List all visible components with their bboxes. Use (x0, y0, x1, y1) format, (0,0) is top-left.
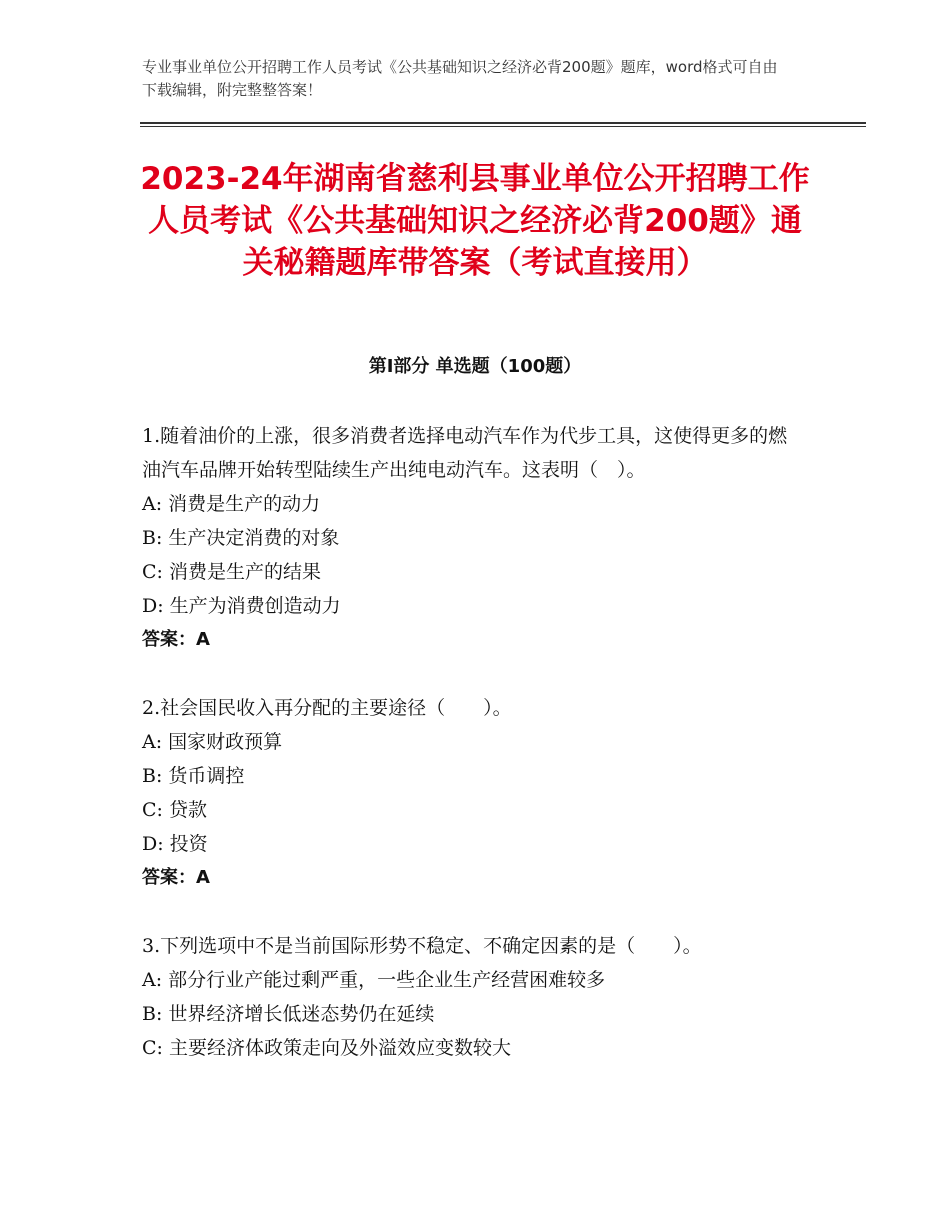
option-c: C: 贷款 (142, 799, 207, 821)
question-1 (142, 419, 802, 657)
question-stem: 2.社会国民收入再分配的主要途径（ ）。 (142, 697, 512, 719)
document-title: 2023-24年湖南省慈利县事业单位公开招聘工作人员考试《公共基础知识之经济必背200题》通关秘籍题库带答案（考试直接用） (140, 161, 810, 281)
question-list (142, 419, 802, 1099)
option-a: A: 部分行业产能过剩严重，一些企业生产经营困难较多 (142, 969, 606, 991)
section-title: 第Ⅰ部分 单选题（100题） (368, 356, 582, 377)
question-2 (142, 691, 802, 895)
option-c: C: 主要经济体政策走向及外溢效应变数较大 (142, 1037, 511, 1059)
option-d: D: 投资 (142, 833, 208, 855)
option-b: B: 生产决定消费的对象 (142, 527, 340, 549)
header-note: 专业事业单位公开招聘工作人员考试《公共基础知识之经济必背200题》题库，word格式可自由下载编辑，附完整整答案！ (142, 58, 778, 99)
answer: 答案：A (142, 867, 210, 888)
option-a: A: 消费是生产的动力 (142, 493, 321, 515)
option-a: A: 国家财政预算 (142, 731, 283, 753)
option-b: B: 货币调控 (142, 765, 245, 787)
header-rule-thick (140, 122, 866, 124)
question-stem: 1.随着油价的上涨，很多消费者选择电动汽车作为代步工具，这使得更多的燃油汽车品牌开始转型陆续生产出纯电动汽车。这表明（ ）。 (142, 425, 788, 481)
question-3 (142, 929, 802, 1065)
option-d: D: 生产为消费创造动力 (142, 595, 341, 617)
answer: 答案：A (142, 629, 210, 650)
option-c: C: 消费是生产的结果 (142, 561, 321, 583)
question-stem: 3.下列选项中不是当前国际形势不稳定、不确定因素的是（ ）。 (142, 935, 702, 957)
option-b: B: 世界经济增长低迷态势仍在延续 (142, 1003, 435, 1025)
header-rule-thin (140, 126, 866, 127)
